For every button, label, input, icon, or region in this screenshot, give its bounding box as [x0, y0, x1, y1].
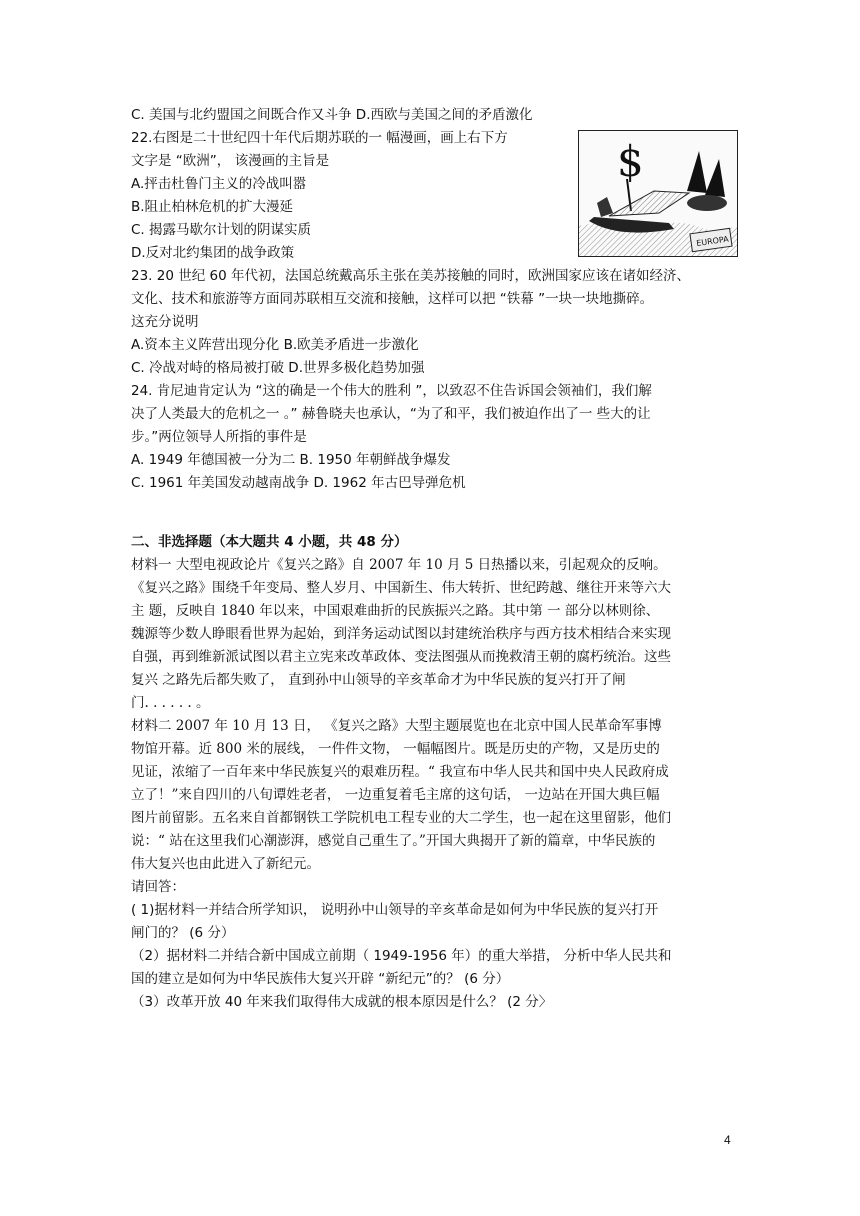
q24-stem-line3: 步。”两位领导人所指的事件是 — [131, 429, 307, 445]
q22-stem-line2: 文字是 “欧洲”， 该漫画的主旨是 — [131, 153, 330, 169]
q22-option-d: D.反对北约集团的战争政策 — [131, 245, 295, 261]
page-number: 4 — [724, 1133, 731, 1147]
q24-options-cd: C. 1961 年美国发动越南战争 D. 1962 年古巴导弹危机 — [131, 475, 466, 491]
q22-stem-line1: 22.右图是二十世纪四十年代后期苏联的一 幅漫画，画上右下方 — [131, 130, 508, 146]
q24-options-ab: A. 1949 年德国被一分为二 B. 1950 年朝鲜战争爆发 — [131, 452, 451, 468]
material-two-line6: 说：“ 站在这里我们心潮澎湃，感觉自己重生了。”开国大典揭开了新的篇章，中华民族的 — [131, 833, 656, 849]
material-two-line1: 材料二 2007 年 10 月 13 日， 《复兴之路》大型主题展览也在北京中国人民革命军事博 — [131, 718, 662, 734]
q23-stem-line3: 这充分说明 — [131, 314, 199, 330]
material-two-line7: 伟大复兴也由此进入了新纪元。 — [131, 856, 320, 872]
q22-option-c: C. 揭露马歇尔计划的阴谋实质 — [131, 222, 312, 238]
svg-text:$: $ — [617, 137, 644, 186]
material-two-line2: 物馆开幕。近 800 米的展线， 一件件文物， 一幅幅图片。既是历史的产物，又是历史的 — [131, 741, 660, 757]
q24-stem-line1: 24. 肯尼迪肯定认为 “这的确是一个伟大的胜利 ”，以致忍不住告诉国会领袖们，我们解 — [131, 383, 652, 399]
material-one-line4: 魏源等少数人睁眼看世界为起始，到洋务运动试图以封建统治秩序与西方技术相结合来实现 — [131, 626, 671, 642]
question-2-line2: 国的建立是如何为中华民族伟大复兴开辟 “新纪元”的？ (6 分） — [131, 971, 510, 987]
q22-option-b: B.阻止柏林危机的扩大漫延 — [131, 199, 294, 215]
soviet-cartoon-image — [578, 130, 738, 257]
material-one-line1: 材料一 大型电视政论片《复兴之路》自 2007 年 10 月 5 日热播以来，引起观众的反响。 — [131, 557, 667, 573]
material-two-line3: 见证，浓缩了一百年来中华民族复兴的艰难历程。“ 我宣布中华人民共和国中央人民政府成 — [131, 764, 669, 780]
q23-options-cd: C. 冷战对峙的格局被打破 D.世界多极化趋势加强 — [131, 360, 425, 376]
q23-stem-line2: 文化、技术和旅游等方面同苏联相互交流和接触，这样可以把 “铁幕 ”一块一块地撕碎。 — [131, 291, 654, 307]
cartoon-caption: EUROPA — [695, 234, 730, 249]
material-one-line6: 复兴 之路先后都失败了， 直到孙中山领导的辛亥革命才为中华民族的复兴打开了闸 — [131, 672, 626, 688]
section-two-heading: 二、非选择题（本大题共 4 小题，共 48 分） — [131, 534, 408, 550]
q21-options-cd: C. 美国与北约盟国之间既合作又斗争 D.西欧与美国之间的矛盾激化 — [131, 107, 533, 123]
answer-prompt: 请回答： — [131, 879, 185, 895]
question-1-line1: ( 1)据材料一并结合所学知识， 说明孙中山领导的辛亥革命是如何为中华民族的复兴打开 — [131, 902, 659, 918]
q23-stem-line1: 23. 20 世纪 60 年代初，法国总统戴高乐主张在美苏接触的同时，欧洲国家应该在诸如经济、 — [131, 268, 690, 284]
q22-option-a: A.抨击杜鲁门主义的冷战叫嚣 — [131, 176, 307, 192]
question-3: （3）改革开放 40 年来我们取得伟大成就的根本原因是什么？ (2 分〉 — [131, 994, 553, 1010]
material-two-line5: 图片前留影。五名来自首都钢铁工学院机电工程专业的大二学生，也一起在这里留影，他们 — [131, 810, 671, 826]
question-1-line2: 闸门的？ (6 分） — [131, 925, 235, 941]
material-one-line7: 门. . . . . . 。 — [131, 695, 210, 711]
cartoon-illustration-icon — [579, 131, 737, 256]
material-one-line2: 《复兴之路》围绕千年变局、整人岁月、中国新生、伟大转折、世纪跨越、继往开来等六大 — [131, 580, 671, 596]
material-one-line5: 自强，再到维新派试图以君主立宪来改革政体、变法图强从而挽救清王朝的腐朽统治。这些 — [131, 649, 671, 665]
q23-options-ab: A.资本主义阵营出现分化 B.欧美矛盾进一步激化 — [131, 337, 419, 353]
q24-stem-line2: 决了人类最大的危机之一 。” 赫鲁晓夫也承认，“为了和平，我们被迫作出了一 些大的让 — [131, 406, 651, 422]
material-one-line3: 主 题，反映自 1840 年以来，中国艰难曲折的民族振兴之路。其中第 一 部分以林则徐、 — [131, 603, 660, 619]
question-2-line1: （2）据材料二并结合新中国成立前期（ 1949-1956 年）的重大举措， 分析中华人民共和 — [131, 948, 672, 964]
material-two-line4: 立了！”来自四川的八旬谭姓老者， 一边重复着毛主席的这句话， 一边站在开国大典巨幅 — [131, 787, 660, 803]
